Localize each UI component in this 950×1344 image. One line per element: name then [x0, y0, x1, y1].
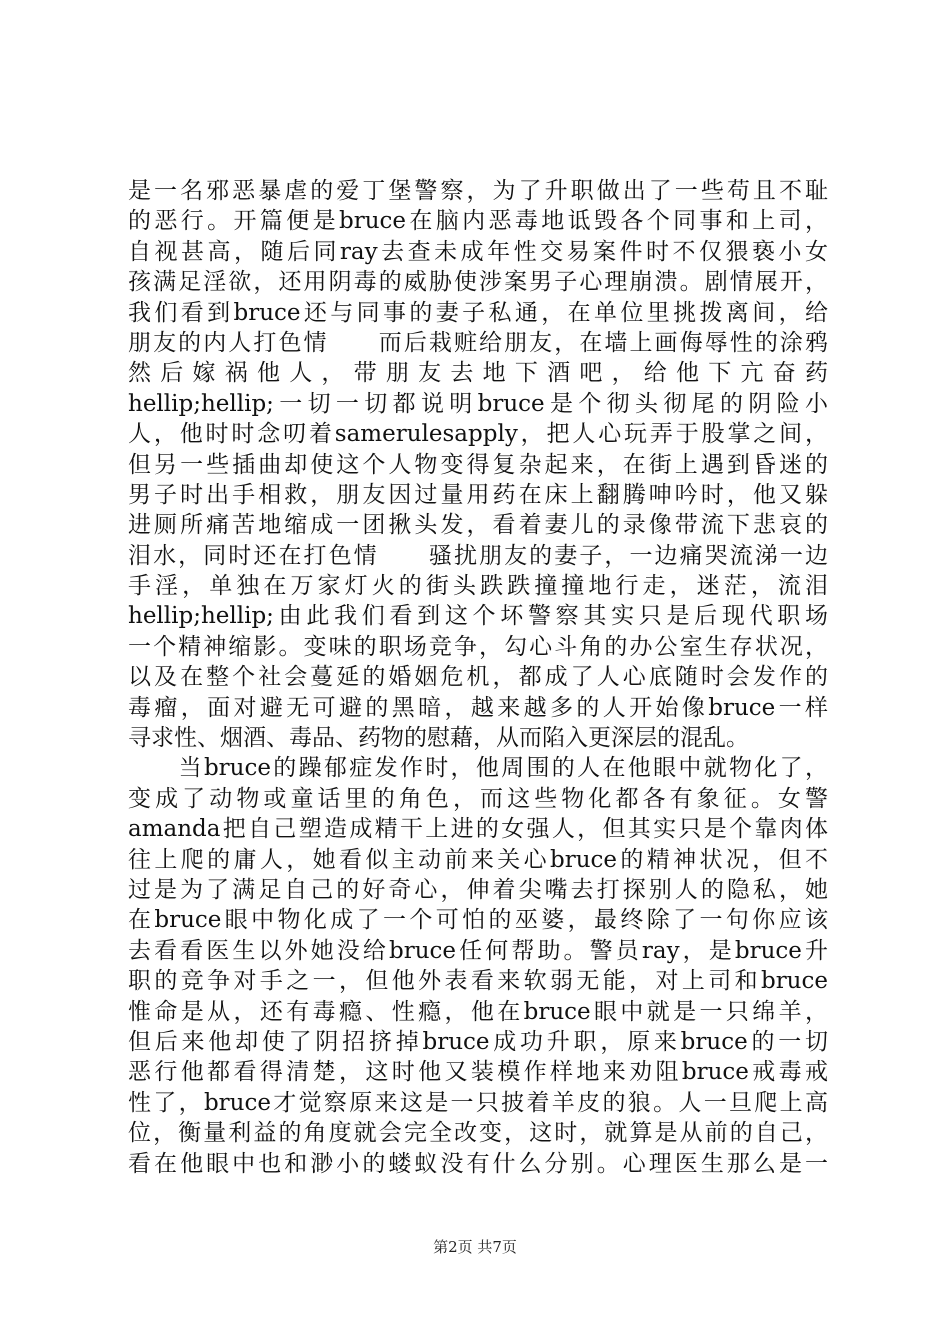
- text-line: 以及在整个社会蔓延的婚姻危机，都成了人心底随时会发作的: [128, 664, 828, 691]
- text-line: hellip;hellip;一切一切都说明bruce是个彻头彻尾的阴险小: [128, 390, 828, 417]
- text-line: 过是为了满足自己的好奇心，伸着尖嘴去打探别人的隐私，她: [128, 876, 828, 903]
- text-line: 但另一些插曲却使这个人物变得复杂起来，在街上遇到昏迷的: [128, 451, 828, 478]
- text-line: 手淫，单独在万家灯火的街头跌跌撞撞地行走，迷茫，流泪: [128, 573, 828, 600]
- text-line: 在bruce眼中物化成了一个可怕的巫婆，最终除了一句你应该: [128, 907, 828, 934]
- text-line: amanda把自己塑造成精干上进的女强人，但其实只是个靠肉体: [128, 816, 828, 843]
- text-line: 自视甚高，随后同ray去查未成年性交易案件时不仅猥亵小女: [128, 238, 828, 265]
- text-line: 当bruce的躁郁症发作时，他周围的人在他眼中就物化了，: [128, 755, 828, 782]
- text-line: 职的竞争对手之一，但他外表看来软弱无能，对上司和bruce: [128, 968, 828, 995]
- text-line: 是一名邪恶暴虐的爱丁堡警察，为了升职做出了一些苟且不耻: [128, 178, 828, 204]
- text-line: 我们看到bruce还与同事的妻子私通，在单位里挑拨离间，给: [128, 299, 828, 326]
- text-line: 泪水，同时还在打色情 骚扰朋友的妻子，一边痛哭流涕一边: [128, 542, 828, 569]
- body-text: [128, 176, 828, 1179]
- text-line: 然后嫁祸他人，带朋友去地下酒吧，给他下亢奋药: [128, 360, 828, 387]
- text-line: hellip;hellip;由此我们看到这个坏警察其实只是后现代职场: [128, 603, 828, 630]
- text-line: 去看看医生以外她没给bruce任何帮助。警员ray，是bruce升: [128, 937, 828, 964]
- text-line: 但后来他却使了阴招挤掉bruce成功升职，原来bruce的一切: [128, 1028, 828, 1055]
- text-line: 性了，bruce才觉察原来这是一只披着羊皮的狼。人一旦爬上高: [128, 1089, 828, 1116]
- text-line: 的恶行。开篇便是bruce在脑内恶毒地诋毁各个同事和上司，: [128, 208, 828, 235]
- text-line: 人，他时时念叨着samerulesapply，把人心玩弄于股掌之间，: [128, 421, 828, 448]
- text-line: 一个精神缩影。变味的职场竞争，勾心斗角的办公室生存状况，: [128, 633, 828, 660]
- text-line: 孩满足淫欲，还用阴毒的威胁使涉案男子心理崩溃。剧情展开，: [128, 269, 828, 296]
- text-line: 进厕所痛苦地缩成一团揪头发，看着妻儿的录像带流下悲哀的: [128, 512, 828, 539]
- text-line: 毒瘤，面对避无可避的黑暗，越来越多的人开始像bruce一样: [128, 694, 828, 721]
- text-line: 往上爬的庸人，她看似主动前来关心bruce的精神状况，但不: [128, 846, 828, 873]
- text-line: 变成了动物或童话里的角色，而这些物化都各有象征。女警: [128, 785, 828, 812]
- text-line: 位，衡量利益的角度就会完全改变，这时，就算是从前的自己，: [128, 1120, 828, 1147]
- text-line: 恶行他都看得清楚，这时他又装模作样地来劝阻bruce戒毒戒: [128, 1059, 828, 1086]
- text-line: 看在他眼中也和渺小的蝼蚁没有什么分别。心理医生那么是一: [128, 1150, 828, 1177]
- text-line: 朋友的内人打色情 而后栽赃给朋友，在墙上画侮辱性的涂鸦: [128, 329, 828, 356]
- text-line: 寻求性、烟酒、毒品、药物的慰藉，从而陷入更深层的混乱。: [128, 725, 749, 752]
- text-line: 男子时出手相救，朋友因过量用药在床上翻腾呻吟时，他又躲: [128, 481, 828, 508]
- page-number-footer: 第2页 共7页: [433, 1238, 517, 1256]
- text-line: 惟命是从，还有毒瘾、性瘾，他在bruce眼中就是一只绵羊，: [128, 998, 828, 1025]
